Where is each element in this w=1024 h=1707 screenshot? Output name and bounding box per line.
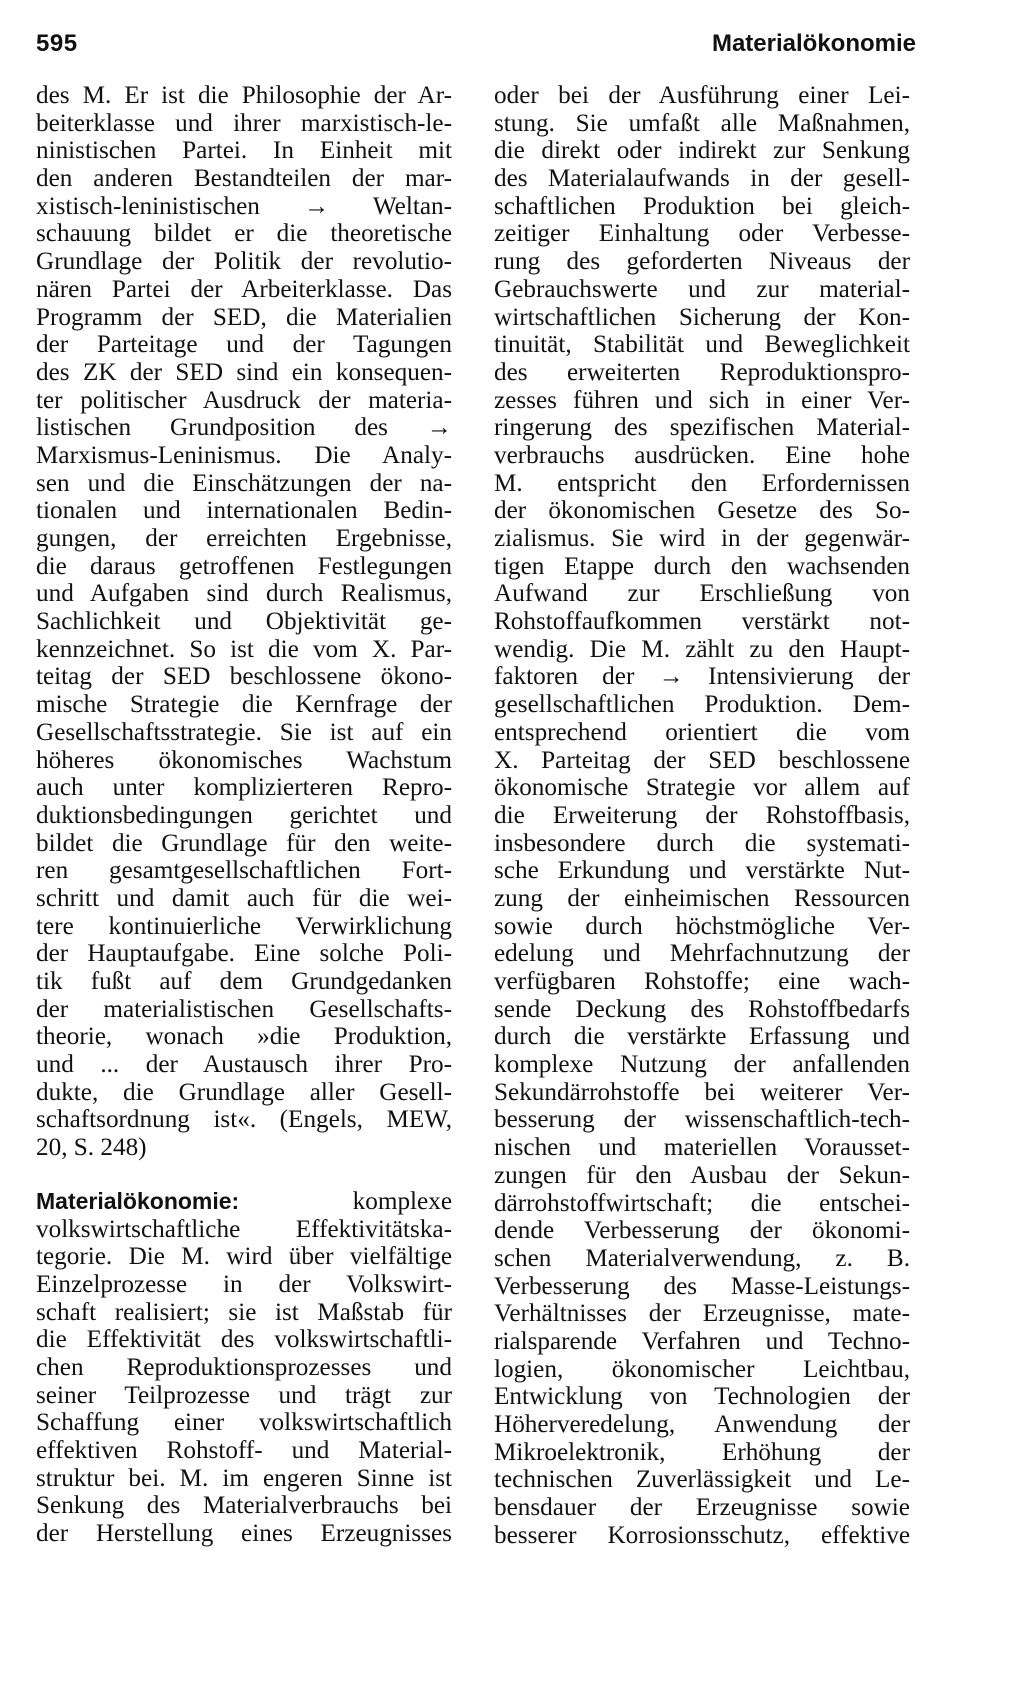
text-line: auch unter komplizierteren Repro-: [36, 774, 452, 802]
text-line: Gebrauchswerte und zur material-: [494, 275, 910, 303]
text-line: ökonomische Strategie vor allem auf: [494, 774, 910, 802]
text-line: der Parteitage und der Tagungen: [36, 331, 452, 359]
text-line: die Erweiterung der Rohstoffbasis,: [494, 801, 910, 829]
text-line: des Materialaufwands in der gesell-: [494, 165, 910, 193]
text-line: des erweiterten Reproduktionspro-: [494, 358, 910, 386]
text-line: duktionsbedingungen gerichtet und: [36, 801, 452, 829]
text-line: zung der einheimischen Ressourcen: [494, 884, 910, 912]
text-line: nischen und materiellen Vorausset-: [494, 1134, 910, 1162]
text-line: seiner Teilprozesse und trägt zur: [36, 1381, 452, 1409]
text-line: des ZK der SED sind ein konsequen-: [36, 358, 452, 386]
text-line: Gesellschaftsstrategie. Sie ist auf ein: [36, 718, 452, 746]
text-line: gesellschaftlichen Produktion. Dem-: [494, 691, 910, 719]
text-line: chen Reproduktionsprozesses und: [36, 1353, 452, 1381]
text-line: ren gesamtgesellschaftlichen Fort-: [36, 857, 452, 885]
text-line: struktur bei. M. im engeren Sinne ist: [36, 1464, 452, 1492]
text-line: tigen Etappe durch den wachsenden: [494, 552, 910, 580]
text-line: Aufwand zur Erschließung von: [494, 580, 910, 608]
text-line: logien, ökonomischer Leichtbau,: [494, 1355, 910, 1383]
text-line: Entwicklung von Technologien der: [494, 1383, 910, 1411]
text-line: Rohstoffaufkommen verstärkt not-: [494, 608, 910, 636]
text-line: Sekundärrohstoffe bei weiterer Ver-: [494, 1078, 910, 1106]
text-line: mische Strategie die Kernfrage der: [36, 691, 452, 719]
text-line: zungen für den Ausbau der Sekun-: [494, 1161, 910, 1189]
entry-heading-line: [36, 1188, 452, 1216]
text-line: insbesondere durch die systemati-: [494, 829, 910, 857]
text-line: beiterklasse und ihrer marxistisch-le-: [36, 109, 452, 137]
text-line: teitag der SED beschlossene ökono-: [36, 663, 452, 691]
text-line: schaftlichen Produktion bei gleich-: [494, 192, 910, 220]
text-line: zialismus. Sie wird in der gegenwär-: [494, 525, 910, 552]
text-line: zesses führen und sich in einer Ver-: [494, 386, 910, 414]
text-line: besserung der wissenschaftlich-tech-: [494, 1106, 910, 1134]
text-line: schritt und damit auch für die wei-: [36, 884, 452, 912]
text-line: die daraus getroffenen Festlegungen: [36, 552, 452, 580]
text-line: tegorie. Die M. wird über vielfältige: [36, 1243, 452, 1271]
text-line: schauung bildet er die theoretische: [36, 220, 452, 248]
left-column: [36, 82, 452, 1548]
text-line: ringerung des spezifischen Material-: [494, 414, 910, 442]
text-line: faktoren der → Intensivierung der: [494, 663, 910, 691]
text-line: wirtschaftlichen Sicherung der Kon-: [494, 303, 910, 331]
text-line: Einzelprozesse in der Volkswirt-: [36, 1270, 452, 1298]
text-line: des M. Er ist die Philosophie der Ar-: [36, 82, 452, 109]
text-line: rung des geforderten Niveaus der: [494, 248, 910, 276]
page-number: 595: [36, 30, 78, 57]
text-line: schen Materialverwendung, z. B.: [494, 1244, 910, 1272]
text-line: durch die verstärkte Erfassung und: [494, 1023, 910, 1051]
entry-spacer: [36, 1162, 452, 1188]
text-line: Programm der SED, die Materialien: [36, 303, 452, 331]
text-line: därrohstoffwirtschaft; die entschei-: [494, 1189, 910, 1217]
text-line: rialsparende Verfahren und Techno-: [494, 1327, 910, 1355]
text-line: zeitiger Einhaltung oder Verbesse-: [494, 220, 910, 248]
text-line: stung. Sie umfaßt alle Maßnahmen,: [494, 109, 910, 137]
text-line: verbrauchs ausdrücken. Eine hohe: [494, 441, 910, 469]
text-line: technischen Zuverlässigkeit und Le-: [494, 1466, 910, 1494]
text-line: der Hauptaufgabe. Eine solche Poli-: [36, 940, 452, 968]
text-line: edelung und Mehrfachnutzung der: [494, 940, 910, 968]
text-line: komplexe Nutzung der anfallenden: [494, 1051, 910, 1079]
text-line: dukte, die Grundlage aller Gesell-: [36, 1078, 452, 1106]
text-line: der Herstellung eines Erzeugnisses: [36, 1520, 452, 1548]
text-line: nären Partei der Arbeiterklasse. Das: [36, 275, 452, 303]
text-line: theorie, wonach »die Produktion,: [36, 1023, 452, 1051]
text-line: tinuität, Stabilität und Beweglichkeit: [494, 331, 910, 359]
text-line: tik fußt auf dem Grundgedanken: [36, 968, 452, 995]
text-line: entsprechend orientiert die vom: [494, 718, 910, 746]
text-line: Sachlichkeit und Objektivität ge-: [36, 608, 452, 636]
text-line: verfügbaren Rohstoffe; eine wach-: [494, 968, 910, 995]
text-line: Verbesserung des Masse-Leistungs-: [494, 1272, 910, 1300]
text-line: schaft realisiert; sie ist Maßstab für: [36, 1298, 452, 1326]
text-line: volkswirtschaftliche Effektivitätska-: [36, 1215, 452, 1243]
text-line: Verhältnisses der Erzeugnisse, mate-: [494, 1300, 910, 1328]
text-line: effektiven Rohstoff- und Material-: [36, 1437, 452, 1464]
text-line: oder bei der Ausführung einer Lei-: [494, 82, 910, 109]
text-line: wendig. Die M. zählt zu den Haupt-: [494, 635, 910, 663]
entry-keyword: Materialökonomie:: [36, 1187, 240, 1214]
text-line: die Effektivität des volkswirtschaftli-: [36, 1326, 452, 1354]
text-line: besserer Korrosionsschutz, effektive: [494, 1521, 910, 1549]
text-line: listischen Grundposition des →: [36, 414, 452, 442]
text-line: Mikroelektronik, Erhöhung der: [494, 1438, 910, 1466]
text-line: Grundlage der Politik der revolutio-: [36, 248, 452, 276]
text-line: sende Deckung des Rohstoffbedarfs: [494, 995, 910, 1023]
text-line: 20, S. 248): [36, 1134, 147, 1162]
text-line: bensdauer der Erzeugnisse sowie: [494, 1494, 910, 1522]
text-line: sche Erkundung und verstärkte Nut-: [494, 857, 910, 885]
text-line: bildet die Grundlage für den weite-: [36, 829, 452, 857]
text-line: Senkung des Materialverbrauchs bei: [36, 1492, 452, 1520]
text-line: und ... der Austausch ihrer Pro-: [36, 1051, 452, 1079]
text-line: sen und die Einschätzungen der na-: [36, 469, 452, 497]
text-line: xistisch-leninistischen → Weltan-: [36, 192, 452, 220]
entry-first-line-text: komplexe: [352, 1187, 452, 1215]
page-header: [36, 30, 916, 70]
text-line: X. Parteitag der SED beschlossene: [494, 746, 910, 774]
running-head: Materialökonomie: [711, 30, 916, 57]
text-line: tionalen und internationalen Bedin-: [36, 497, 452, 525]
text-line: ter politischer Ausdruck der materia-: [36, 386, 452, 414]
text-line: höheres ökonomisches Wachstum: [36, 746, 452, 774]
text-line: schaftsordnung ist«. (Engels, MEW,: [36, 1106, 452, 1134]
text-line: ninistischen Partei. In Einheit mit: [36, 137, 452, 165]
text-line: kennzeichnet. So ist die vom X. Par-: [36, 635, 452, 663]
text-line: der ökonomischen Gesetze des So-: [494, 497, 910, 525]
text-line: und Aufgaben sind durch Realismus,: [36, 580, 452, 608]
right-column: [494, 82, 910, 1549]
text-line: gungen, der erreichten Ergebnisse,: [36, 525, 452, 552]
text-line: Marxismus-Leninismus. Die Analy-: [36, 441, 452, 469]
text-line: sowie durch höchstmögliche Ver-: [494, 912, 910, 940]
text-line: Schaffung einer volkswirtschaftlich: [36, 1409, 452, 1437]
text-line: der materialistischen Gesellschafts-: [36, 995, 452, 1023]
text-line: dende Verbesserung der ökonomi-: [494, 1217, 910, 1245]
text-line: den anderen Bestandteilen der mar-: [36, 165, 452, 193]
text-line: die direkt oder indirekt zur Senkung: [494, 137, 910, 165]
text-line: tere kontinuierliche Verwirklichung: [36, 912, 452, 940]
text-line: Höherveredelung, Anwendung der: [494, 1411, 910, 1438]
text-line: M. entspricht den Erfordernissen: [494, 469, 910, 497]
